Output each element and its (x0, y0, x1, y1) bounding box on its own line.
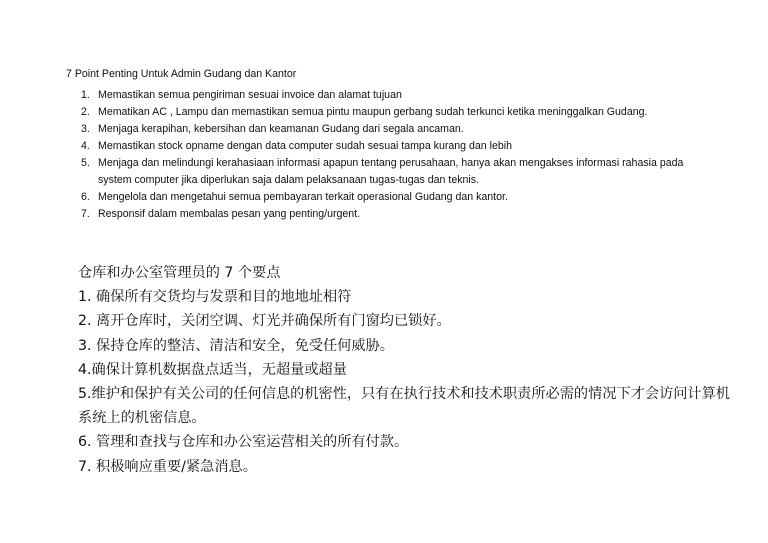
list-item (66, 206, 706, 223)
item-text: Memastikan semua pengiriman sesuai invoice dan alamat tujuan (98, 89, 402, 101)
chinese-list (78, 285, 738, 479)
chinese-title: 仓库和办公室管理员的 7 个要点 (78, 265, 281, 281)
list-item: 2. 离开仓库时，关闭空调、灯光并确保所有门窗均已锁好。 (78, 313, 451, 330)
list-item (66, 121, 706, 138)
item-text: Menjaga kerapihan, kebersihan dan keamanan Gudang dari segala ancaman. (98, 123, 464, 135)
item-text: Mematikan AC , Lampu dan memastikan semua pintu maupun gerbang sudah terkunci ketika meninggalkan Gudang. (98, 106, 648, 118)
list-item: 4.确保计算机数据盘点适当，无超量或超量 (78, 361, 347, 378)
item-number: 1. (81, 89, 90, 101)
indonesian-section (66, 66, 706, 223)
list-item (66, 155, 706, 189)
item-number: 6. (81, 191, 90, 203)
list-item (66, 189, 706, 206)
item-text: Responsif dalam membalas pesan yang penting/urgent. (98, 208, 361, 220)
list-item (66, 87, 706, 104)
indonesian-list (66, 87, 706, 223)
item-number: 4. (81, 140, 90, 152)
item-text: Mengelola dan mengetahui semua pembayaran terkait operasional Gudang dan kantor. (98, 191, 508, 203)
list-item (66, 138, 706, 155)
item-number: 2. (81, 106, 90, 118)
item-number: 7. (81, 208, 90, 220)
item-number: 3. (81, 123, 90, 135)
list-item: 6. 管理和查找与仓库和办公室运营相关的所有付款。 (78, 434, 409, 451)
item-number: 5. (81, 157, 90, 169)
chinese-section (78, 261, 738, 479)
list-item (66, 104, 706, 121)
indonesian-title: 7 Point Penting Untuk Admin Gudang dan Kantor (66, 68, 297, 80)
list-item: 5.维护和保护有关公司的任何信息的机密性，只有在执行技术和技术职责所必需的情况下才会访问计算机系统上的机密信息。 (78, 386, 730, 427)
list-item: 7. 积极响应重要/紧急消息。 (78, 458, 257, 475)
item-text: Memastikan stock opname dengan data computer sudah sesuai tampa kurang dan lebih (98, 140, 512, 152)
list-item: 3. 保持仓库的整洁、清洁和安全，免受任何威胁。 (78, 337, 394, 354)
item-text: Menjaga dan melindungi kerahasiaan informasi apapun tentang perusahaan, hanya akan mengakses informasi rahasia pada system computer jika diperlukan saja dalam pelaksanaan tugas-tugas dan teknis. (98, 157, 684, 186)
list-item: 1. 确保所有交货均与发票和目的地地址相符 (78, 289, 352, 306)
